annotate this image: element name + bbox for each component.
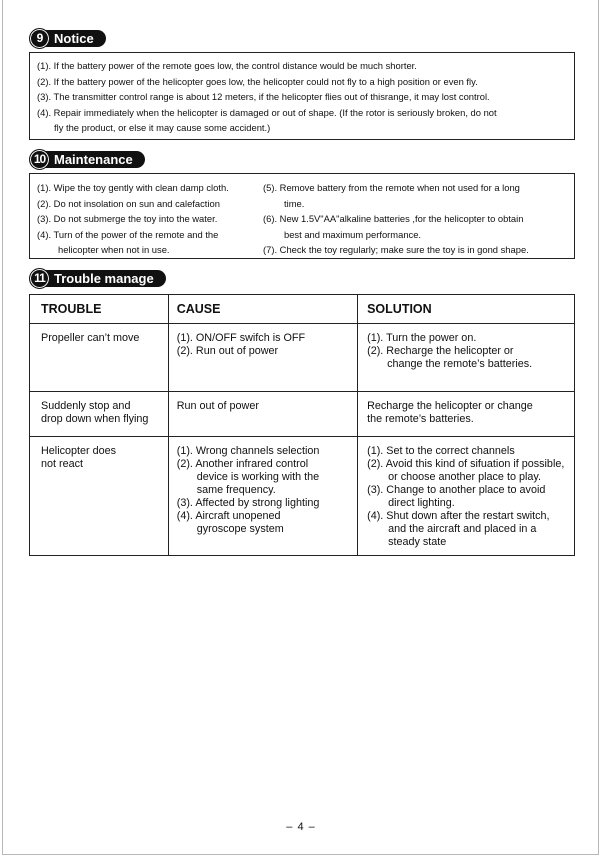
notice-line: (4). Repair immediately when the helicopter is damaged or out of shape. (If the rotor is seriously broken, do not [37,106,497,118]
maintenance-item: (6). New 1.5V"AA"alkaline batteries ,for the helicopter to obtain [263,213,524,224]
trouble-title: Trouble manage [44,270,166,287]
table-row [30,392,575,437]
notice-line: (2). If the battery power of the helicopter goes low, the helicopter could not fly to a high position or even fly. [37,75,478,87]
cell-line: and the aircraft and placed in a [388,523,537,535]
cell-line: (3). Affected by strong lighting [176,497,320,509]
cell-line: the remote’s batteries. [367,413,474,425]
maintenance-left-column [37,180,287,258]
trouble-heading [29,269,166,287]
table-row [30,437,575,556]
maintenance-item: (5). Remove battery from the remote when not used for a long [263,182,520,193]
maintenance-heading [29,150,145,168]
maintenance-item: (1). Wipe the toy gently with clean damp cloth. [37,182,229,193]
solution-cell [358,324,575,392]
trouble-cell [30,324,169,392]
cell-line: (1). ON/OFF swifch is OFF [176,332,306,344]
trouble-number-badge: 11 [29,268,50,289]
cause-cell [168,437,357,556]
maintenance-item: (7). Check the toy regularly; make sure the toy is in gond shape. [263,244,529,255]
header-trouble: TROUBLE [30,295,169,324]
cell-line: (2). Run out of power [176,345,279,357]
notice-box [29,52,575,140]
notice-line: (3). The transmitter control range is about 12 meters, if the helicopter flies out of thisrange, it may lost control. [37,91,490,102]
cell-line: (2). Recharge the helicopter or [367,345,514,357]
cell-line: gyroscope system [196,523,284,535]
cell-line: change the remote’s batteries. [387,358,533,370]
maintenance-item: (4). Turn of the power of the remote and the [37,228,219,240]
maintenance-box [29,173,575,259]
cell-line: (2). Another infrared control [176,458,309,470]
cell-line: not react [41,458,84,470]
cell-line: steady state [388,536,447,548]
cell-line: or choose another place to play. [388,471,541,483]
maintenance-item: (2). Do not insolation on sun and calefaction [37,197,220,209]
trouble-table [29,294,575,556]
cell-line: (4). Shut down after the restart switch, [367,510,550,522]
table-row [30,324,575,392]
maintenance-title: Maintenance [44,151,145,168]
cell-line: direct lighting. [388,497,455,509]
maintenance-item: best and maximum performance. [284,228,422,240]
notice-number-badge: 9 [29,28,50,49]
header-solution: SOLUTION [358,295,575,324]
notice-line: (1). If the battery power of the remote goes low, the control distance would be much shorter. [37,60,417,71]
cell-line: (1). Turn the power on. [367,332,477,344]
cell-line: (3). Change to another place to avoid [367,484,546,496]
cause-cell [168,392,357,437]
trouble-cell [30,437,169,556]
maintenance-number-badge: 10 [29,149,50,170]
cell-line: (1). Set to the correct channels [367,445,515,457]
notice-title: Notice [44,30,106,47]
cell-line: (4). Aircraft unopened [176,510,281,522]
cell-line: same frequency. [196,484,276,496]
maintenance-item: helicopter when not in use. [58,244,170,255]
solution-cell [358,437,575,556]
solution-cell [358,392,575,437]
cause-cell [168,324,357,392]
maintenance-item: (3). Do not submerge the toy into the water. [37,213,218,224]
maintenance-item: time. [284,197,305,209]
cell-line: drop down when flying [41,413,149,425]
header-cause: CAUSE [168,295,357,324]
cell-line: Propeller can’t move [41,332,140,344]
notice-line: fly the product, or else it may cause some accident.) [54,122,271,133]
notice-heading [29,29,106,47]
cell-line: Run out of power [176,400,259,412]
cell-line: Helicopter does [41,445,117,457]
cell-line: device is working with the [196,471,320,483]
cell-line: Suddenly stop and [41,400,131,412]
maintenance-right-column [263,180,573,258]
trouble-cell [30,392,169,437]
cell-line: Recharge the helicopter or change [367,400,533,412]
page-number: – 4 – [286,821,316,833]
table-header-row [30,295,575,324]
cell-line: (1). Wrong channels selection [176,445,320,457]
cell-line: (2). Avoid this kind of sifuation if possible, [367,458,565,470]
